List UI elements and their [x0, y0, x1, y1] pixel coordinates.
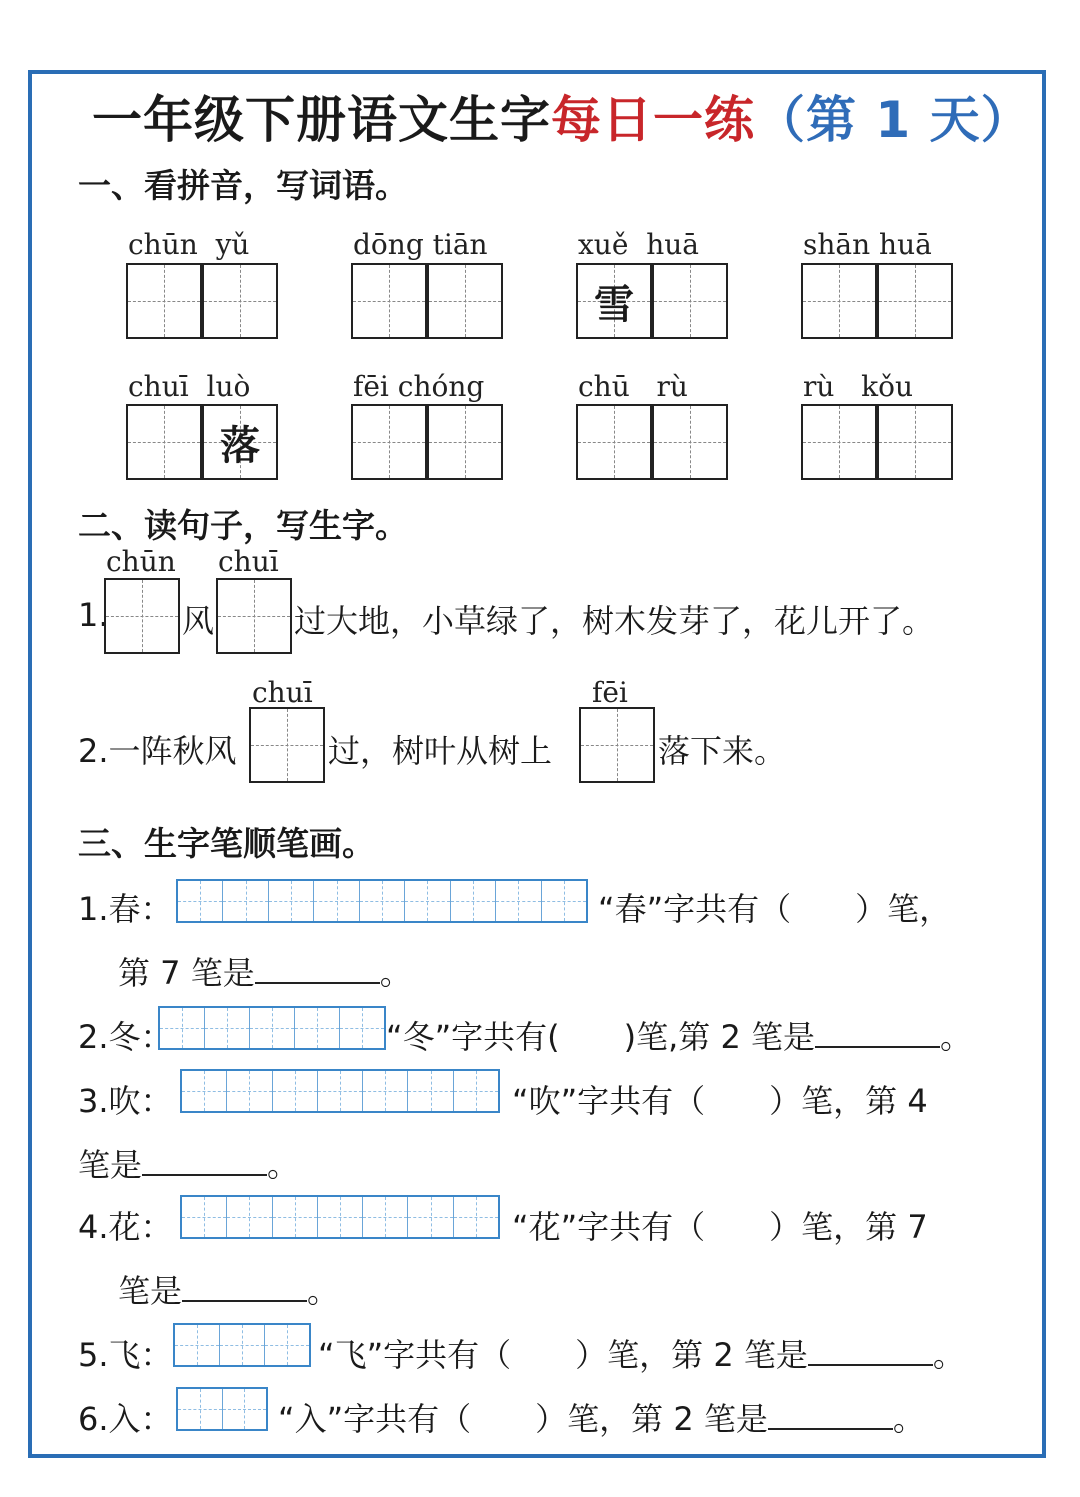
q5-stroke-strip[interactable]	[173, 1323, 311, 1367]
sentence1-number: 1.	[78, 596, 109, 634]
stroke-cell[interactable]	[182, 1197, 227, 1237]
stroke-cell[interactable]	[451, 881, 496, 921]
word-writing-cells	[576, 404, 728, 480]
filled-character	[128, 406, 200, 478]
stroke-cell[interactable]	[223, 1389, 267, 1429]
word-pinyin: chū rù	[578, 370, 688, 403]
q2-end: 。	[940, 1018, 973, 1056]
word-pinyin: rù kǒu	[803, 370, 913, 403]
stroke-cell[interactable]	[454, 1071, 498, 1111]
q3-answer-blank[interactable]	[142, 1174, 267, 1176]
filled-character	[578, 406, 650, 478]
tianzige-cell[interactable]	[351, 404, 427, 480]
filled-character	[128, 265, 200, 337]
stroke-cell[interactable]	[223, 881, 268, 921]
stroke-cell[interactable]	[363, 1071, 408, 1111]
q1-answer-blank[interactable]	[255, 982, 380, 984]
tianzige-cell[interactable]	[576, 404, 652, 480]
tianzige-cell[interactable]	[202, 263, 278, 339]
q1-text: “春”字共有（ ）笔，	[598, 890, 952, 928]
q5-line	[318, 1330, 965, 1376]
stroke-cell[interactable]	[295, 1008, 340, 1048]
section1-heading: 一、看拼音，写词语。	[78, 166, 408, 205]
q3-stroke-strip[interactable]	[180, 1069, 500, 1113]
tianzige-cell[interactable]	[351, 263, 427, 339]
q6-label: 6.入：	[78, 1400, 173, 1438]
stroke-cell[interactable]	[408, 1071, 453, 1111]
q1-line2-text: 第 7 笔是	[118, 954, 255, 992]
stroke-cell[interactable]	[405, 881, 450, 921]
tianzige-cell[interactable]	[877, 404, 953, 480]
word-pinyin: fēi chóng	[353, 370, 485, 403]
q1-line2	[118, 948, 412, 994]
filled-character	[204, 265, 276, 337]
q6-stroke-strip[interactable]	[176, 1387, 268, 1431]
filled-character: 雪	[594, 281, 634, 328]
q6-answer-blank[interactable]	[768, 1428, 893, 1430]
stroke-cell[interactable]	[360, 881, 405, 921]
word-pinyin: xuě huā	[578, 228, 699, 261]
q5-end: 。	[932, 1336, 965, 1374]
word-pinyin: chūn yǔ	[128, 228, 250, 261]
page-title	[92, 80, 1032, 152]
stroke-cell[interactable]	[408, 1197, 453, 1237]
tianzige-cell[interactable]	[652, 263, 728, 339]
stroke-cell[interactable]	[496, 881, 541, 921]
word-pinyin: dōng tiān	[353, 228, 488, 261]
filled-character: 落	[220, 422, 260, 469]
stroke-cell[interactable]	[454, 1197, 498, 1237]
q3-text: “吹”字共有（ ）笔，第 4	[512, 1082, 928, 1120]
q1-stroke-strip[interactable]	[176, 879, 588, 923]
tianzige-cell[interactable]	[576, 263, 652, 339]
tianzige-cell[interactable]	[801, 263, 877, 339]
title-day: （第 1 天）	[755, 91, 1032, 149]
sentence1-mid: 风	[182, 602, 215, 640]
sentence1-rest: 过大地，小草绿了，树木发芽了，花儿开了。	[294, 602, 935, 640]
stroke-cell[interactable]	[542, 881, 586, 921]
filled-character	[353, 406, 425, 478]
q6-end: 。	[892, 1400, 925, 1438]
sentence1-pinyin-2: chuī	[218, 545, 279, 578]
q3-line2	[78, 1140, 299, 1186]
stroke-cell[interactable]	[340, 1008, 384, 1048]
q6-text: “入”字共有（ ）笔，第 2 笔是	[278, 1400, 768, 1438]
filled-character	[803, 406, 875, 478]
tianzige-cell[interactable]	[877, 263, 953, 339]
sentence2-mid: 过，树叶从树上	[328, 732, 553, 770]
q2-text: “冬”字共有( )笔,第 2 笔是	[386, 1018, 816, 1056]
sentence2-prefix: 2.一阵秋风	[78, 732, 237, 770]
filled-character	[879, 265, 951, 337]
q4-label: 4.花：	[78, 1208, 173, 1246]
stroke-cell[interactable]	[178, 881, 223, 921]
q6-line	[278, 1394, 925, 1440]
word-writing-cells	[351, 263, 503, 339]
stroke-cell[interactable]	[250, 1008, 295, 1048]
stroke-cell[interactable]	[273, 1197, 318, 1237]
q3-label: 3.吹：	[78, 1082, 173, 1120]
stroke-cell[interactable]	[220, 1325, 265, 1365]
sentence2-pinyin-2: fēi	[592, 676, 628, 709]
word-writing-cells	[801, 263, 953, 339]
stroke-cell[interactable]	[318, 1197, 363, 1237]
tianzige-cell[interactable]	[427, 404, 503, 480]
q5-answer-blank[interactable]	[808, 1364, 933, 1366]
sentence1-blank-2[interactable]	[216, 578, 292, 654]
word-writing-cells	[801, 404, 953, 480]
sentence1-blank-1[interactable]	[104, 578, 180, 654]
filled-character	[803, 265, 875, 337]
stroke-cell[interactable]	[363, 1197, 408, 1237]
stroke-cell[interactable]	[178, 1389, 223, 1429]
tianzige-cell[interactable]	[801, 404, 877, 480]
stroke-cell[interactable]	[182, 1071, 227, 1111]
q4-line2	[118, 1266, 339, 1312]
q4-answer-blank[interactable]	[182, 1300, 307, 1302]
word-writing-cells	[351, 404, 503, 480]
q1-label: 1.春：	[78, 890, 173, 928]
sentence2-rest: 落下来。	[658, 732, 787, 770]
filled-character	[654, 265, 726, 337]
q2-label: 2.冬：	[78, 1018, 173, 1056]
word-pinyin: shān huā	[803, 228, 932, 261]
q2-stroke-strip[interactable]	[158, 1006, 386, 1050]
filled-character	[353, 265, 425, 337]
title-main: 一年级下册语文生字	[92, 91, 551, 149]
word-writing-cells	[576, 263, 728, 339]
sentence2-blank-2[interactable]	[579, 707, 655, 783]
stroke-cell[interactable]	[175, 1325, 220, 1365]
word-pinyin: chuī luò	[128, 370, 251, 403]
stroke-cell[interactable]	[227, 1071, 272, 1111]
sentence2-blank-1[interactable]	[249, 707, 325, 783]
section2-heading: 二、读句子，写生字。	[78, 506, 408, 545]
stroke-cell[interactable]	[318, 1071, 363, 1111]
tianzige-cell[interactable]	[427, 263, 503, 339]
sentence1-pinyin-1: chūn	[106, 545, 176, 578]
stroke-cell[interactable]	[227, 1197, 272, 1237]
q2-line	[386, 1012, 972, 1058]
stroke-cell[interactable]	[205, 1008, 250, 1048]
q4-text: “花”字共有（ ）笔，第 7	[512, 1208, 928, 1246]
section3-heading: 三、生字笔顺笔画。	[78, 824, 375, 863]
q4-line2-text: 笔是	[118, 1272, 183, 1310]
filled-character	[654, 406, 726, 478]
stroke-cell[interactable]	[265, 1325, 309, 1365]
q2-answer-blank[interactable]	[815, 1046, 940, 1048]
q5-label: 5.飞：	[78, 1336, 173, 1374]
stroke-cell[interactable]	[314, 881, 359, 921]
q4-end: 。	[307, 1272, 340, 1310]
q4-stroke-strip[interactable]	[180, 1195, 500, 1239]
q3-line2-text: 笔是	[78, 1146, 143, 1184]
word-writing-cells	[126, 263, 278, 339]
q3-end: 。	[267, 1146, 300, 1184]
word-writing-cells	[126, 404, 278, 480]
tianzige-cell[interactable]	[652, 404, 728, 480]
stroke-cell[interactable]	[273, 1071, 318, 1111]
q5-text: “飞”字共有（ ）笔，第 2 笔是	[318, 1336, 808, 1374]
tianzige-cell[interactable]	[126, 263, 202, 339]
filled-character	[879, 406, 951, 478]
stroke-cell[interactable]	[269, 881, 314, 921]
q1-end: 。	[379, 954, 412, 992]
sentence2-pinyin-1: chuī	[252, 676, 313, 709]
stroke-cell[interactable]	[160, 1008, 205, 1048]
filled-character	[429, 406, 501, 478]
tianzige-cell[interactable]	[202, 404, 278, 480]
tianzige-cell[interactable]	[126, 404, 202, 480]
filled-character	[429, 265, 501, 337]
title-daily: 每日一练	[551, 91, 755, 149]
